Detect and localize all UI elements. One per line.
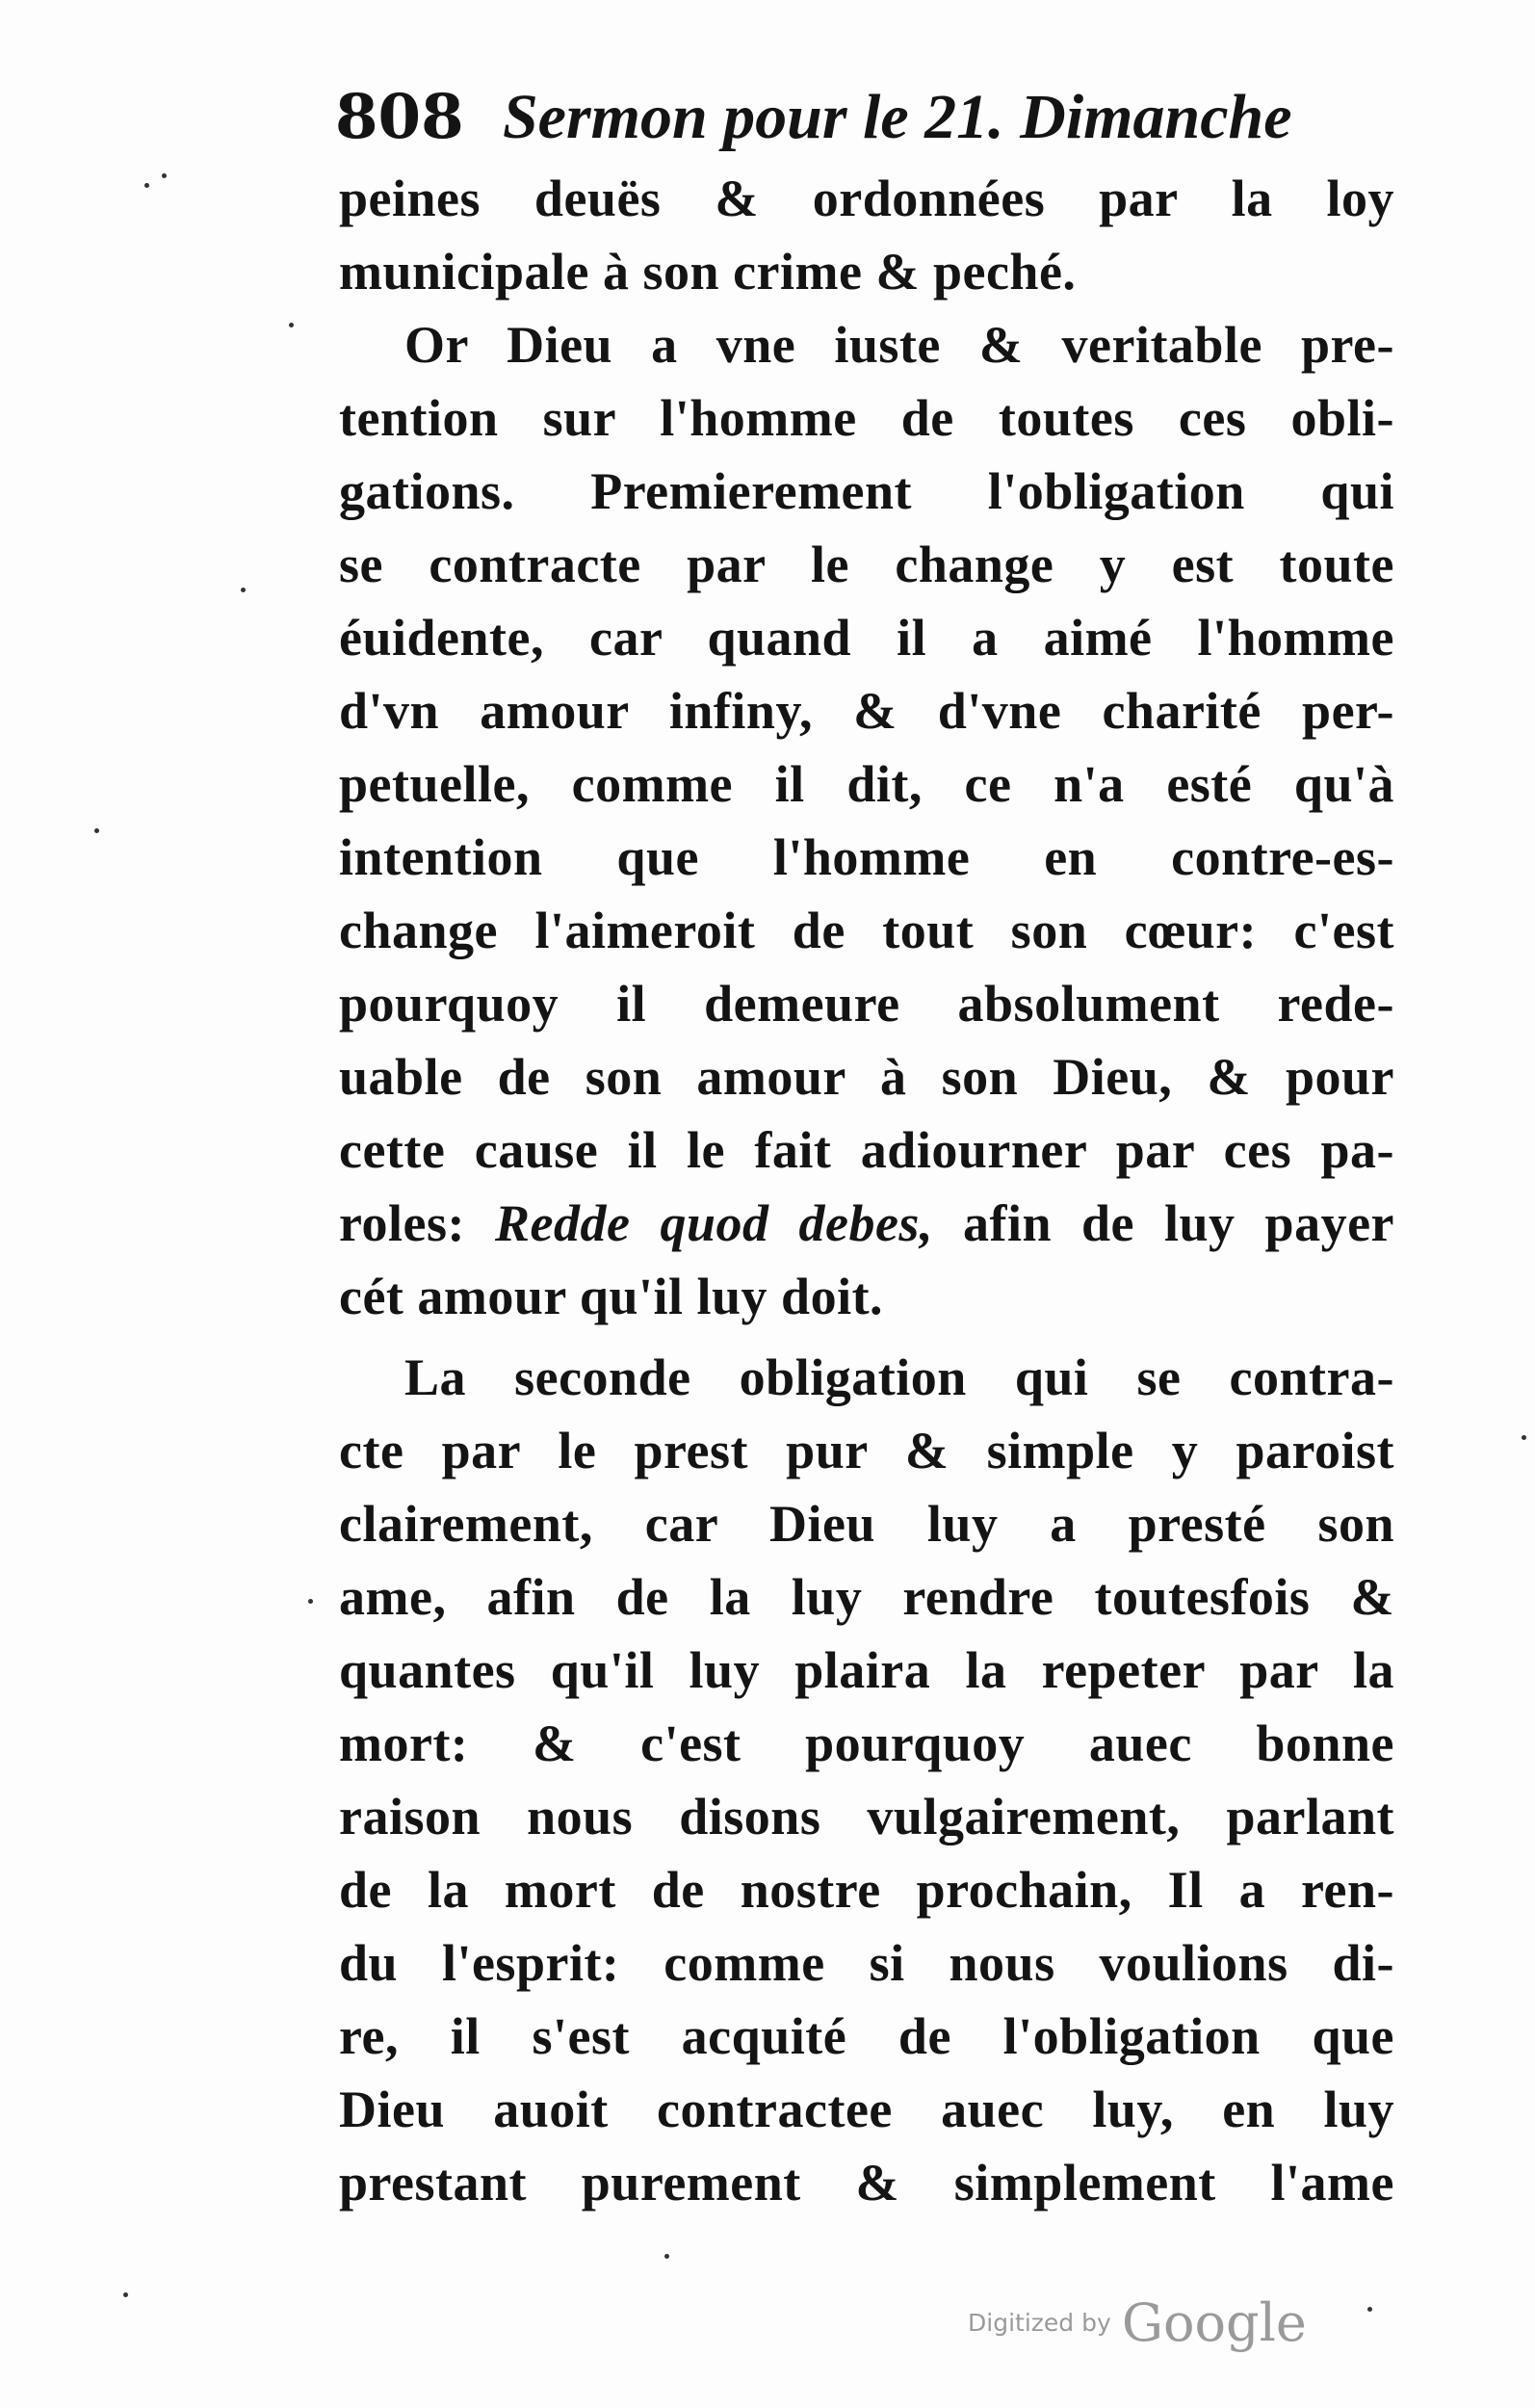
text-line: intention que l'homme en contre-es- [339,828,1394,886]
watermark-prefix: Digitized by [968,2309,1111,2337]
text-line: re, il s'est acquité de l'obligation que [339,2007,1394,2065]
text-line: clairement, car Dieu luy a presté son [339,1495,1394,1553]
digitized-by-watermark [968,2292,1307,2353]
text-segment: afin de luy payer [932,1194,1395,1252]
text-line: se contracte par le change y est toute [339,536,1394,593]
text-line: pourquoy il demeure absolument rede- [339,975,1394,1033]
text-line: mort: & c'est pourquoy auec bonne [339,1714,1394,1772]
text-line: de la mort de nostre prochain, Il a ren- [339,1861,1394,1919]
scan-speck [289,323,294,327]
scan-speck [94,828,99,833]
text-line: quantes qu'il luy plaira la repeter par la [339,1641,1394,1699]
text-line: ame, afin de la luy rendre toutesfois & [339,1568,1394,1626]
text-line: d'vn amour infiny, & d'vne charité per- [339,682,1394,740]
text-line: du l'esprit: comme si nous voulions di- [339,1934,1394,1992]
running-header [335,77,1375,158]
text-line: gations. Premierement l'obligation qui [339,462,1394,520]
text-segment: roles: [339,1194,495,1252]
scan-speck [144,183,149,188]
scan-speck [241,588,246,592]
scan-speck [162,173,167,178]
text-line: cte par le prest pur & simple y paroist [339,1422,1394,1479]
text-line: raison nous disons vulgairement, parlant [339,1788,1394,1845]
text-line: municipale à son crime & peché. [339,243,1077,301]
text-line: cét amour qu'il luy doit. [339,1268,884,1325]
text-line: Dieu auoit contractee auec luy, en luy [339,2081,1394,2138]
scan-speck [123,2292,128,2297]
paragraph-first-line: Or Dieu a vne iuste & veritable pre- [404,316,1394,374]
text-line: change l'aimeroit de tout son cœur: c'est [339,902,1394,959]
text-line: peines deuës & ordonnées par la loy [339,170,1394,227]
scan-speck [664,2254,669,2259]
google-logo: Google [1121,2292,1307,2353]
text-line: tention sur l'homme de toutes ces obli- [339,389,1394,447]
running-title: Sermon pour le 21. Dimanche [502,82,1292,152]
text-line: petuelle, comme il dit, ce n'a esté qu'à [339,755,1394,813]
latin-quotation: Redde quod debes, [494,1194,933,1252]
text-line: prestant purement & simplement l'ame [339,2154,1394,2212]
paragraph-first-line: La seconde obligation qui se contra- [404,1348,1394,1406]
text-line: éuidente, car quand il a aimé l'homme [339,609,1394,667]
scan-speck [1367,2307,1372,2312]
scan-speck [1522,1435,1526,1440]
text-line-with-latin-quote [339,1187,1394,1260]
page-number: 808 [335,81,464,153]
body-text [339,162,1394,2219]
text-line: uable de son amour à son Dieu, & pour [339,1048,1394,1106]
scan-speck [308,1599,313,1604]
text-line: cette cause il le fait adiourner par ces pa- [339,1121,1394,1179]
